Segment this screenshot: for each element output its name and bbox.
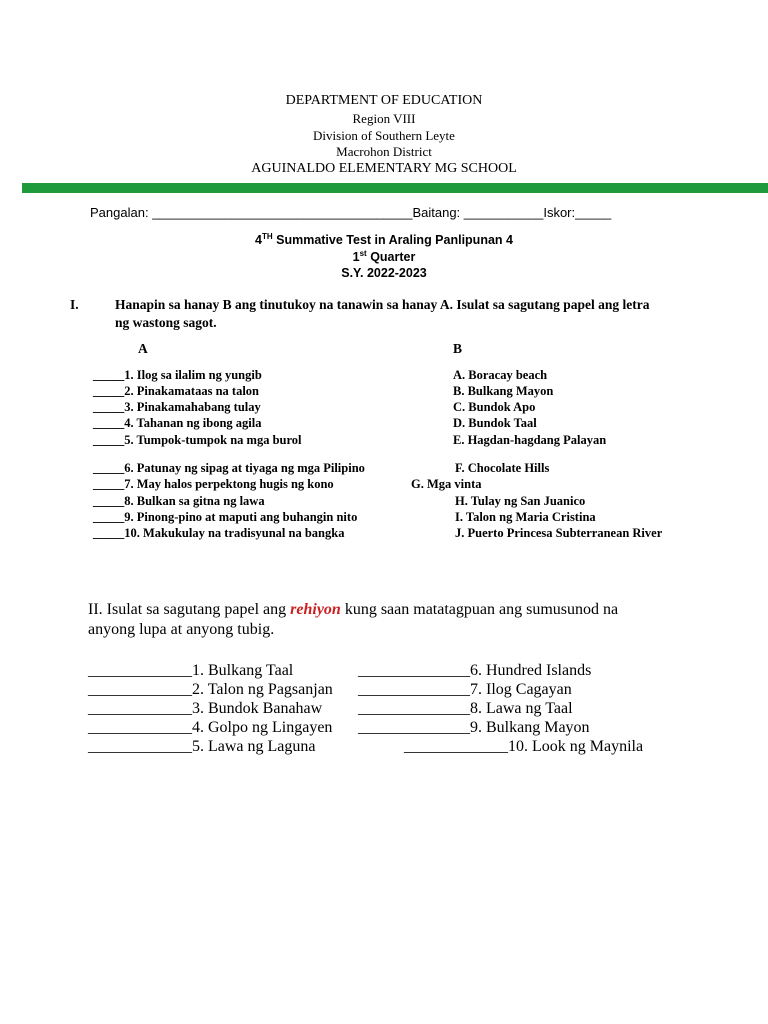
region-question: _____________1. Bulkang Taal xyxy=(88,662,294,679)
grade-label: Baitang: xyxy=(412,205,461,220)
column-b-label: B xyxy=(453,341,463,356)
match-item-b: D. Bundok Taal xyxy=(453,416,537,430)
name-label: Pangalan: xyxy=(90,205,149,220)
part2-instruction-line1 xyxy=(88,601,618,619)
quarter-suffix: st xyxy=(359,249,367,258)
region-question: ______________6. Hundred Islands xyxy=(358,662,592,679)
match-item-b: F. Chocolate Hills xyxy=(455,461,550,475)
test-number-suffix: TH xyxy=(261,232,273,241)
match-item-a: _____5. Tumpok-tumpok na mga burol xyxy=(93,433,302,447)
region-question: _____________5. Lawa ng Laguna xyxy=(88,738,316,755)
match-item-a: _____4. Tahanan ng ibong agila xyxy=(93,416,262,430)
student-info-line xyxy=(90,205,611,220)
part1-instruction-line2: ng wastong sagot. xyxy=(115,315,217,330)
match-item-b: H. Tulay ng San Juanico xyxy=(455,494,586,508)
grade-blank: ___________ xyxy=(463,205,544,220)
region-question: ______________9. Bulkang Mayon xyxy=(358,719,590,736)
part2-instruction-line2: anyong lupa at anyong tubig. xyxy=(88,621,275,638)
district-label: Macrohon District xyxy=(336,144,432,159)
quarter-rest: Quarter xyxy=(366,250,416,265)
score-label: Iskor: xyxy=(543,205,576,220)
match-item-a: _____10. Makukulay na tradisyunal na bangka xyxy=(93,526,345,540)
part2-instruction-pre: II. Isulat sa sagutang papel ang xyxy=(88,601,291,618)
division-label: Division of Southern Leyte xyxy=(313,128,455,143)
department-title: DEPARTMENT OF EDUCATION xyxy=(285,93,483,108)
test-title xyxy=(0,232,768,247)
region-question: _____________10. Look ng Maynila xyxy=(404,738,644,755)
quarter-label xyxy=(0,249,768,264)
header-divider-bar xyxy=(22,183,768,193)
match-item-a: _____3. Pinakamahabang tulay xyxy=(93,400,261,414)
match-item-b: A. Boracay beach xyxy=(453,368,548,382)
school-name: AGUINALDO ELEMENTARY MG SCHOOL xyxy=(251,161,517,176)
part2-instruction-post: kung saan matatagpuan ang sumusunod na xyxy=(340,601,619,618)
part1-instruction-line1: Hanapin sa hanay B ang tinutukoy na tanawin sa hanay A. Isulat sa sagutang papel ang letra xyxy=(115,297,650,312)
part2-highlight-word: rehiyon xyxy=(290,601,341,618)
score-blank: _____ xyxy=(575,205,612,220)
match-item-b: C. Bundok Apo xyxy=(453,400,536,414)
match-item-a: _____7. May halos perpektong hugis ng kono xyxy=(93,477,334,491)
match-item-b: E. Hagdan-hagdang Palayan xyxy=(453,433,607,447)
match-item-b: J. Puerto Princesa Subterranean River xyxy=(455,526,663,540)
region-question: _____________2. Talon ng Pagsanjan xyxy=(88,681,333,698)
test-title-rest: Summative Test in Araling Panlipunan 4 xyxy=(272,233,513,248)
region-question: ______________7. Ilog Cagayan xyxy=(358,681,572,698)
match-item-a: _____9. Pinong-pino at maputi ang buhangin nito xyxy=(93,510,358,524)
column-a-label: A xyxy=(138,341,148,356)
match-item-a: _____1. Ilog sa ilalim ng yungib xyxy=(93,368,262,382)
region-label: Region VIII xyxy=(352,111,416,126)
part1-numeral: I. xyxy=(70,297,79,312)
region-question: _____________3. Bundok Banahaw xyxy=(88,700,323,717)
match-item-b: I. Talon ng Maria Cristina xyxy=(455,510,596,524)
match-item-a: _____2. Pinakamataas na talon xyxy=(93,384,259,398)
match-item-a: _____6. Patunay ng sipag at tiyaga ng mga Pilipino xyxy=(93,461,365,475)
school-year: S.Y. 2022-2023 xyxy=(341,266,427,280)
region-question: ______________8. Lawa ng Taal xyxy=(358,700,573,717)
match-item-b: G. Mga vinta xyxy=(411,477,482,491)
match-item-a: _____8. Bulkan sa gitna ng lawa xyxy=(93,494,265,508)
match-item-b: B. Bulkang Mayon xyxy=(453,384,554,398)
quarter-number: 1 xyxy=(352,250,360,265)
test-number: 4 xyxy=(255,233,262,248)
name-blank: ____________________________________ xyxy=(152,205,413,220)
region-question: _____________4. Golpo ng Lingayen xyxy=(88,719,333,736)
